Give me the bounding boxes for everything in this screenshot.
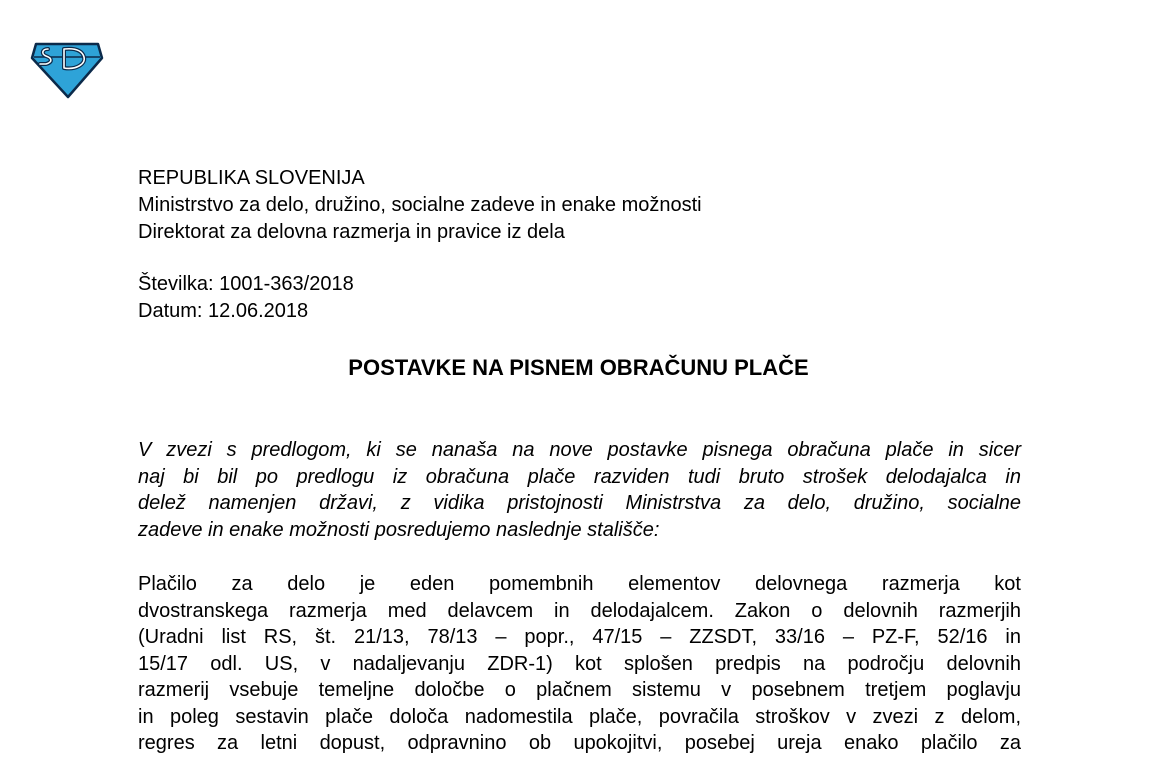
directorate-name: Direktorat za delovna razmerja in pravice iz dela [138,221,565,243]
letterhead [138,165,702,246]
body-paragraph [138,571,1021,757]
body-line: regres za letni dopust, odpravnino ob upokojitvi, posebej ureja enako plačilo za [138,732,1021,754]
body-line: Plačilo za delo je eden pomembnih elementov delovnega razmerja kot [138,573,1021,595]
body-line: 15/17 odl. US, v nadaljevanju ZDR-1) kot splošen predpis na področju delovnih [138,652,1021,675]
document-meta [138,271,354,325]
intro-paragraph [138,437,1021,543]
intro-line: zadeve in enake možnosti posredujemo naslednje stališče: [138,518,660,541]
body-line: in poleg sestavin plače določa nadomestila plače, povračila stroškov v zvezi z delom, [138,705,1021,728]
body-line: razmerij vsebuje temeljne določbe o plačnem sistemu v posebnem tretjem poglavju [138,679,1021,701]
intro-line: V zvezi s predlogom, ki se nanaša na nove postavke pisnega obračuna plače in sicer [138,439,1021,461]
ministry-name: Ministrstvo za delo, družino, socialne zadeve in enake možnosti [138,194,702,216]
document-date: Datum: 12.06.2018 [138,300,309,322]
document-title: POSTAVKE NA PISNEM OBRAČUNU PLAČE [348,355,809,380]
intro-line: delež namenjen državi, z vidika pristojnosti Ministrstva za delo, družino, socialne [138,492,1021,514]
republic-name: REPUBLIKA SLOVENIJA [138,167,365,189]
body-line: dvostranskega razmerja med delavcem in delodajalcem. Zakon o delovnih razmerjih [138,599,1021,622]
body-line: (Uradni list RS, št. 21/13, 78/13 – popr., 47/15 – ZZSDT, 33/16 – PZ-F, 52/16 in [138,626,1021,648]
document-number: Številka: 1001-363/2018 [138,273,354,295]
sd-diamond-logo-icon [30,40,104,100]
intro-line: naj bi bil po predlogu iz obračuna plače razviden tudi bruto strošek delodajalca in [138,465,1021,488]
